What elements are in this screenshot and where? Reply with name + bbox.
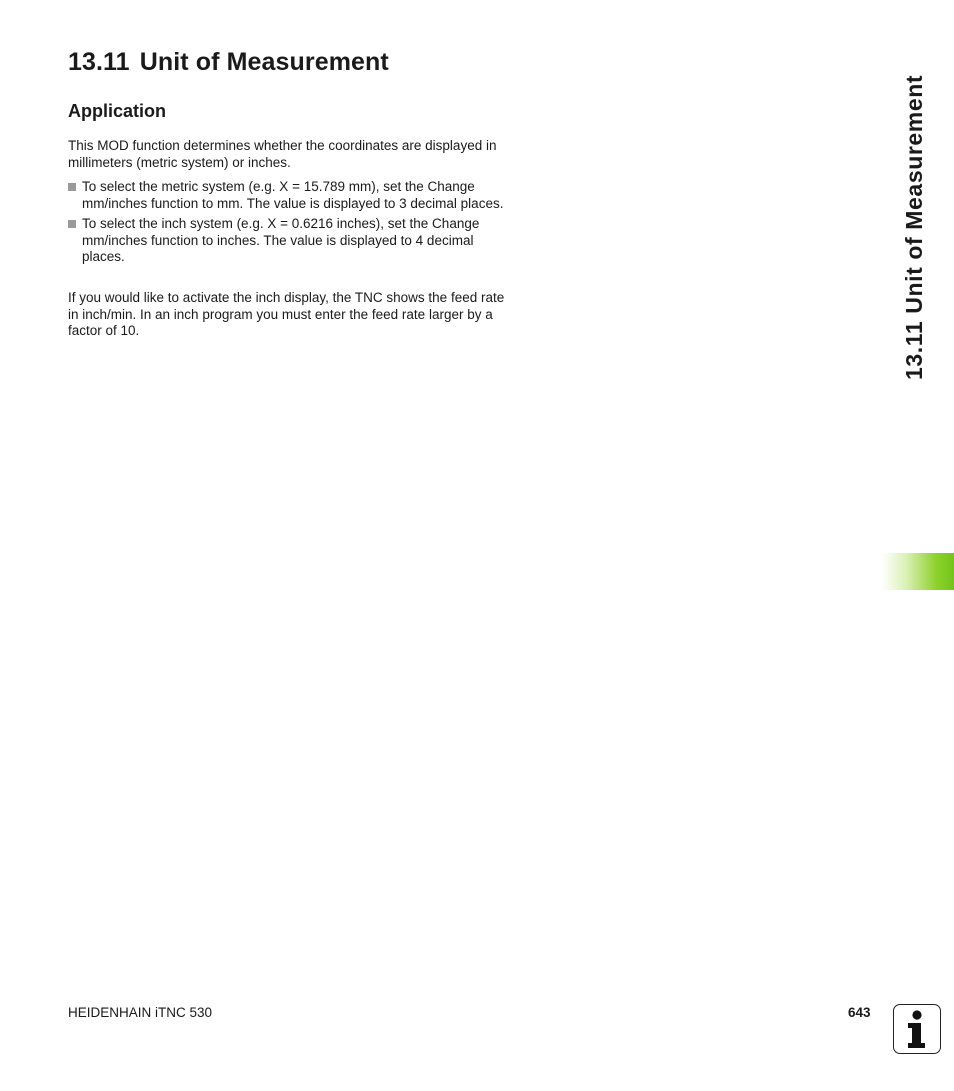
side-tab-title: 13.11 Unit of Measurement	[901, 74, 927, 380]
footer-product: HEIDENHAIN iTNC 530	[68, 1005, 213, 1020]
intro-paragraph: This MOD function determines whether the coordinates are displayed in millimeters (metric system) or inches.	[68, 138, 497, 170]
note-paragraph: If you would like to activate the inch display, the TNC shows the feed rate in inch/min. In an inch program you must enter the feed rate larger by a factor of 10.	[68, 290, 505, 338]
list-item-text: To select the metric system (e.g. X = 15.789 mm), set the Change mm/inches function to mm. The value is displayed to 3 decimal places.	[82, 179, 504, 211]
list-item	[68, 216, 514, 266]
bullet-square-icon	[68, 183, 76, 191]
section-heading: Application	[68, 101, 166, 121]
section-number: 13.11	[68, 48, 130, 76]
section-title-text: Unit of Measurement	[139, 48, 389, 76]
chapter-tab-marker	[882, 553, 954, 590]
page-title	[68, 46, 389, 78]
list-item-text: To select the inch system (e.g. X = 0.6216 inches), set the Change mm/inches function to inches. The value is displayed to 4 decimal places.	[82, 216, 480, 264]
info-icon	[893, 1004, 941, 1054]
page-number: 643	[848, 1005, 871, 1020]
bullet-list	[68, 179, 514, 270]
list-item	[68, 179, 514, 212]
bullet-square-icon	[68, 220, 76, 228]
